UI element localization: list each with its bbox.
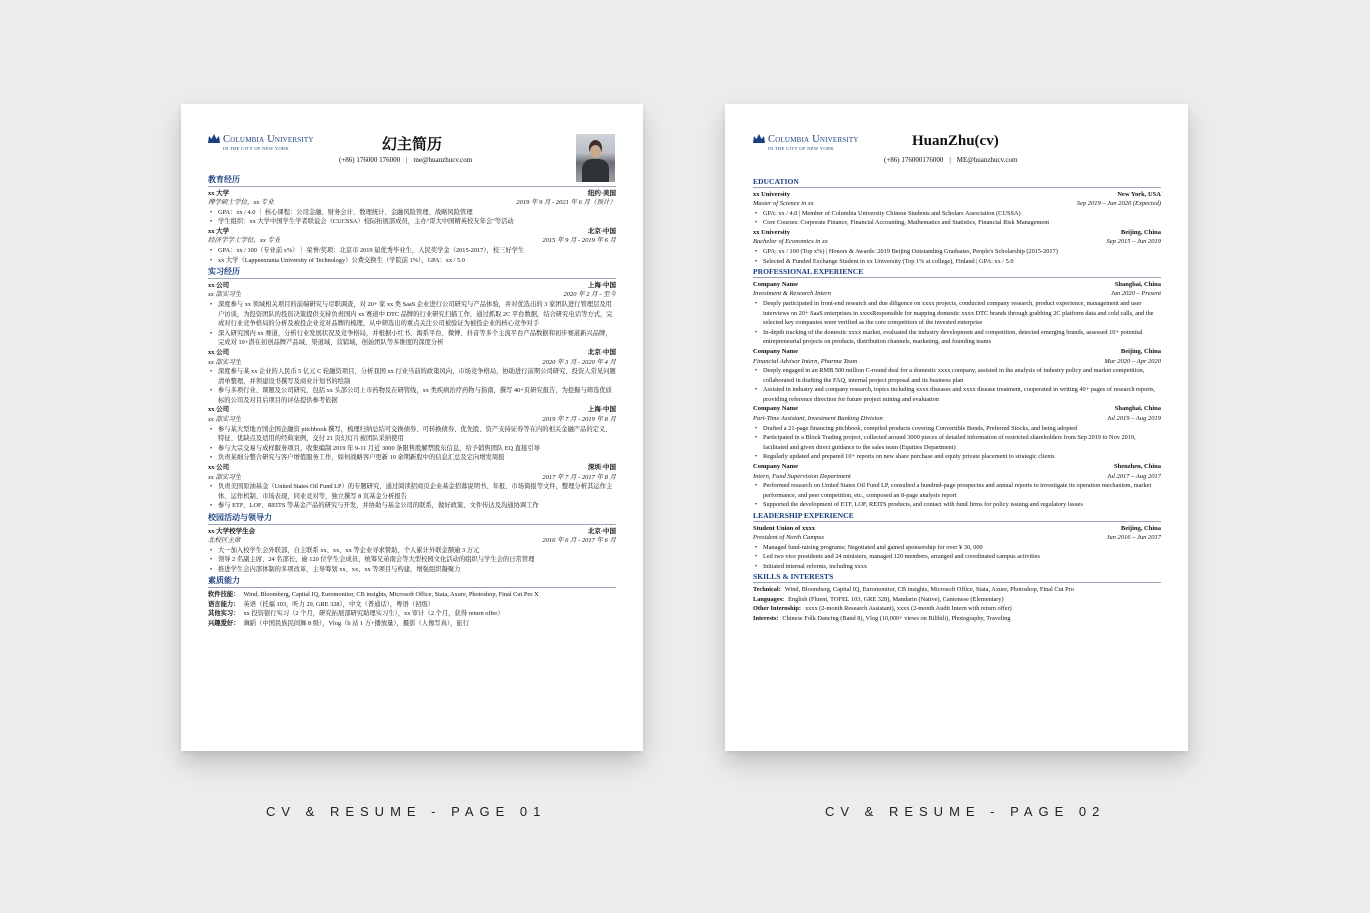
entry-role: Intern, Fund Supervision Department [753, 472, 851, 480]
entry-subheader-row [208, 236, 616, 246]
entry-role: Part-Time Assistant, Investment Banking Division [753, 415, 883, 423]
entry-role: xx 部实习生 [208, 473, 242, 481]
resume-page-2 [725, 104, 1188, 751]
entry-role: 北校区主席 [208, 537, 241, 545]
bullet-item: • 负责某细分整合研究与客户增值服务工作，如何战略客户更新 10 余期新股中的信息汇总及定向增发周报 [218, 453, 616, 463]
skill-row [208, 590, 616, 600]
skill-value: 舞蹈（中国民族民间舞 8 级），Vlog（b 站 1 万+播放量），摄影（人像写真），旅行 [243, 619, 469, 627]
entry-location: 深圳·中国 [587, 464, 616, 472]
entry-subheader-row [208, 290, 616, 300]
entry-header-row [753, 190, 1161, 200]
section-heading: LEADERSHIP EXPERIENCE [753, 511, 1161, 522]
entry-subheader-row [753, 472, 1161, 482]
section-heading: PROFESSIONAL EXPERIENCE [753, 267, 1161, 278]
entry-role: Master of Science in xx [753, 200, 814, 208]
bullet-item: • Participated in a Block Trading project, collected around 3000 pieces of detailed information of restricted shareholders from Sep 2019 to Nov 2019, facilitated and given direct guidance to the sales team (Equities Department) [763, 433, 1161, 452]
logo-name: Columbia University [768, 134, 859, 145]
entry-date: Sep 2019 – Jun 2020 (Expected) [1076, 200, 1161, 208]
section-heading: 实习经历 [208, 266, 616, 279]
bullet-item: • 参与某大型地方国企国企融资 pitchbook 撰写，梳理归纳总结可交换债券、可转换债券、优先股、资产支持证券等在内的相关金融产品的定义、特征、优缺点及适用的经典案例，交付 21 页幻灯片被团队采纳使用 [218, 425, 616, 444]
bullet-item: • Deeply engaged in an RMB 500 million C-round deal for a domestic xxxx company, assisted in the analysis of industry policy and market competition, collaborated in drafting the FAQ, internal project proposal and its business plan [763, 366, 1161, 385]
entry-date: 2019 年 7 月 - 2019 年 8 月 [542, 416, 616, 424]
bullet-item: • Drafted a 21-page financing pitchbook, compiled products covering Convertible Bonds, Preferred Stocks, and being adopted [763, 424, 1161, 434]
entry-location: 上海·中国 [587, 406, 616, 414]
entry-header-row [208, 348, 616, 358]
entry-bullet-list [208, 208, 616, 227]
skill-label: Interests: [753, 614, 779, 622]
entry-bullet-list [208, 546, 616, 575]
crown-icon [753, 134, 765, 144]
entry-bullet-list [753, 299, 1161, 347]
entry-organization: xx 大学 [208, 227, 230, 235]
section-heading: SKILLS & INTERESTS [753, 572, 1161, 583]
entry-location: Shenzhen, China [1114, 463, 1161, 471]
skill-label: Other Internship: [753, 605, 801, 613]
entry-header-row [208, 189, 616, 199]
entry-organization: xx 大学校学生会 [208, 527, 256, 535]
logo-subtitle: IN THE CITY OF NEW YORK [223, 146, 289, 151]
entry-location: Shanghai, China [1114, 405, 1161, 413]
entry-role: xx 部实习生 [208, 358, 242, 366]
entry-bullet-list [208, 425, 616, 463]
entry-bullet-list [753, 209, 1161, 228]
entry-role: 理学硕士学位，xx 专业 [208, 199, 274, 207]
entry-subheader-row [208, 536, 616, 546]
bullet-item: • In-depth tracking of the domestic xxxx market, evaluated the industry development and competition, detected emerging brands, assessed 10+ potential entrepreneurial projects on products, distribution channels, marketing, and founding teams [763, 328, 1161, 347]
skill-label: 兴趣爱好： [208, 619, 240, 627]
entry-organization: Company Name [753, 405, 798, 413]
bullet-item: • GPA：xx / 4.0 ｜ 核心课程：公司金融、财务会计、数理统计、金融风险管理、战略风险管理 [218, 208, 616, 218]
section-heading: 素质能力 [208, 575, 616, 588]
entry-date: 2016 年 6 月 - 2017 年 6 月 [542, 537, 616, 545]
skill-label: 软件技能： [208, 590, 240, 598]
entry-location: 北京·中国 [587, 527, 616, 535]
entry-date: Jan 2020 – Present [1110, 290, 1161, 298]
entry-bullet-list [753, 366, 1161, 404]
entry-date: Sep 2015 – Jun 2019 [1106, 238, 1161, 246]
skill-row [753, 614, 1161, 624]
entry-location: Beijing, China [1120, 524, 1161, 532]
entry-bullet-list [208, 482, 616, 511]
skill-row [208, 609, 616, 619]
entry-date: 2017 年 7 月 - 2017 年 8 月 [542, 473, 616, 481]
bullet-item: • xx 大学（Lappeenranta University of Technology）公费交换生（学院前 1%），GPA：xx / 5.0 [218, 256, 616, 266]
bullet-item: • GPA: xx / 4.0 | Member of Columbia University Chinese Students and Scholars Association (CUSSA) [763, 209, 1161, 219]
entry-subheader-row [753, 357, 1161, 367]
resume-title: 幻主简历 [382, 137, 443, 153]
entry-bullet-list [753, 543, 1161, 572]
entry-header-row [753, 280, 1161, 290]
bullet-item: • 参与 ETF、LOF、REITS 等基金产品的研究与开发，并协助与基金公司的联系，做好政策、文件传达及沟通协调工作 [218, 501, 616, 511]
separator: | [406, 156, 408, 164]
entry-subheader-row [208, 198, 616, 208]
phone: (+86) 176000176000 [884, 156, 944, 164]
bullet-item: • GPA：xx / 100（专业前 x%）｜ 荣誉/奖项：北京市 2019 届优秀毕业生，人民奖学金（2015-2017），校三好学生 [218, 246, 616, 256]
entry-date: Mar 2020 – Apr 2020 [1104, 357, 1161, 365]
resume-title: HuanZhu(cv) [912, 133, 999, 149]
bullet-item: • Deeply participated in front-end research and due diligence on xxxx projects, conducted company research, product experience, management and user interviews on 20+ SaaS enterprises in xxxxResponsible for mapping domestic xxxx DTC brands through grabbing 2C platform data and cold calls, and the selected key companies were verified as the core competitors of the invested enterprise [763, 299, 1161, 328]
bullet-item: • Performed research on United States Oil Fund LP, consulted a hundred-page prospectus and annual reports to investigate its operation mechanism, market performance, and peer competition, etc., composed an 8-page analysis report [763, 481, 1161, 500]
bullet-item: • GPA: xx / 100 (Top x%) | Honors & Awards: 2019 Beijing Outstanding Graduates, People's Scholarship (2015-2017) [763, 247, 1161, 257]
entry-header-row [753, 524, 1161, 534]
entry-organization: Company Name [753, 280, 798, 288]
separator: | [949, 156, 951, 164]
entry-role: President of North Campus [753, 534, 825, 542]
skill-label: 语言能力： [208, 600, 240, 608]
entry-location: 纽约·美国 [587, 189, 616, 197]
entry-role: Investment & Research Intern [753, 290, 831, 298]
entry-organization: xx 公司 [208, 464, 230, 472]
skill-value: Chinese Folk Dancing (Band 8), Vlog (10,000+ views on Bilibili), Photography, Traveling [782, 614, 1011, 622]
bullet-item: • Supported the development of ETF, LOF, REITS products, and contact with fund firms for policy issuing and regulatory issues [763, 500, 1161, 510]
skill-label: 其他实习： [208, 610, 240, 618]
entry-bullet-list [208, 246, 616, 265]
entry-date: Jul 2017 – Aug 2017 [1106, 472, 1161, 480]
entry-role: Financial Advisor Intern, Pharma Team [753, 357, 858, 365]
resume-content [208, 173, 616, 628]
entry-location: Beijing, China [1120, 228, 1161, 236]
logo-subtitle: IN THE CITY OF NEW YORK [768, 146, 834, 151]
entry-location: Shanghai, China [1114, 280, 1161, 288]
entry-header-row [753, 462, 1161, 472]
entry-organization: xx University [753, 190, 791, 198]
phone: (+86) 176000 176000 [339, 156, 401, 164]
entry-role: Bachelor of Economics in xx [753, 238, 828, 246]
entry-bullet-list [208, 367, 616, 405]
entry-header-row [208, 463, 616, 473]
bullet-item: • Assisted in industry and company research, topics including xxxx diseases and xxxx disease treatment, cooperated in writing 40+ pages of research reports, providing reference direction for future project mining and evaluation [763, 385, 1161, 404]
bullet-item: • Initiated internal reforms, including xxxx [763, 562, 1161, 572]
skill-value: English (Fluent, TOFEL 103, GRE 328), Mandarin (Native), Cantonese (Elementary) [788, 595, 1004, 603]
skill-label: Technical: [753, 585, 781, 593]
entry-role: 经济学学士学位，xx 专业 [208, 237, 281, 245]
entry-date: 2020 年 2 月 - 至今 [563, 291, 616, 299]
bullet-item: • Selected & Funded Exchange Student in xx University (Top 1% at college), Finland | GPA: xx / 5.0 [763, 257, 1161, 267]
entry-bullet-list [753, 247, 1161, 266]
entry-subheader-row [753, 199, 1161, 209]
entry-location: New York, USA [1117, 190, 1161, 198]
entry-subheader-row [753, 533, 1161, 543]
entry-date: Jun 2016 – Jun 2017 [1106, 534, 1161, 542]
bullet-item: • 深度参与 xx 领域相关项目的前端研究与尽职调查，对 20+ 家 xx 类 SaaS 企业进行公司研究与产品体验，并对优选出的 3 家团队进行管理层及用户访谈，为投资团队的投资决策提供支持负责国内 xx 赛道中 DTC 品牌的行业研究扫描工作，通过抓取 2C 平台数据，结合研究电话等方式，完成对行业竞争格局的分析及被投企业竞对品牌的梳理，从中筛选出的重点关注公司被验证为被投企业的核心竞争对手 [218, 300, 616, 329]
skill-value: Wind, Bloomberg, Capital IQ, Euromonitor, CB insights, Microsoft Office, Stata, Axure, Photoshop, Final Cut Pro [784, 585, 1074, 593]
entry-subheader-row [208, 358, 616, 368]
skill-label: Languages: [753, 595, 785, 603]
entry-date: 2015 年 9 月 - 2019 年 6 月 [542, 237, 616, 245]
entry-subheader-row [208, 473, 616, 483]
skill-row [753, 595, 1161, 605]
entry-location: 北京·中国 [587, 227, 616, 235]
entry-organization: Student Union of xxxx [753, 524, 815, 532]
entry-organization: xx 公司 [208, 348, 230, 356]
bullet-item: • Led two vice presidents and 24 ministers, managed 120 members, arranged and coordinated campus activities [763, 552, 1161, 562]
entry-header-row [208, 405, 616, 415]
skill-row [753, 604, 1161, 614]
entry-date: 2020 年 3 月 - 2020 年 4 月 [542, 358, 616, 366]
entry-date: Jul 2019 – Aug 2019 [1106, 415, 1161, 423]
entry-header-row [208, 527, 616, 537]
bullet-item: • 参与多项行业、课题及公司研究，包括 xx 头部公司上市药物及在研管线，xx 类疾病治疗药物与指南，撰写 40+页研究报告，为挖掘与筛选优质标的公司及对目后项目的评估提供参考依据 [218, 386, 616, 405]
entry-subheader-row [208, 415, 616, 425]
entry-header-row [208, 281, 616, 291]
bullet-item: • 负责美国原油基金（United States Oil Fund LP）的专题研究，通过阅读招商页企业基金招募说明书、年报、市场简报等文件，整理分析其运作主体、运作机制、市场表现，同业竞对等，独立撰写 8 页基金分析报告 [218, 482, 616, 501]
entry-organization: Company Name [753, 463, 798, 471]
entry-organization: xx 公司 [208, 281, 230, 289]
bullet-item: • 学生组织：xx 大学中国学生学者联谊会（CUCSSA）校际拓展部成员，主办"哥大中国精英校友年会"等活动 [218, 217, 616, 227]
bullet-item: • Managed fund-raising programs; Negotiated and gained sponsorship for over ¥ 30, 000 [763, 543, 1161, 553]
entry-header-row [753, 404, 1161, 414]
entry-bullet-list [753, 424, 1161, 462]
entry-organization: xx University [753, 228, 791, 236]
bullet-item: • 领导 2 名副主席、24 名部长，逾 120 位学生会成员，统筹兄弟南会等大型校园文化活动的组织与学生会的日常管理 [218, 555, 616, 565]
skill-value: xxxx (2-month Research Assistant), xxxx (2-month Audit Intern with return offer) [805, 605, 1012, 613]
entry-subheader-row [753, 414, 1161, 424]
section-heading: 校园活动与领导力 [208, 512, 616, 525]
bullet-item: • 深度参与某 xx 企业的人民币 5 亿元 C 轮融资项目，分析我国 xx 行业当前的政策风向、市场竞争格局，协助进行前期公司研究、投资人常见问题清单整理，并领建设书撰写及商业计划书的绘制 [218, 367, 616, 386]
skill-row [753, 585, 1161, 595]
section-heading: EDUCATION [753, 177, 1161, 188]
entry-header-row [753, 228, 1161, 238]
entry-date: 2019 年 9 月 - 2021 年 6 月（预计） [516, 199, 616, 207]
resume-page-1 [181, 104, 643, 751]
skill-row [208, 600, 616, 610]
entry-role: xx 部实习生 [208, 416, 242, 424]
entry-location: 上海·中国 [587, 281, 616, 289]
crown-icon [208, 134, 220, 144]
bullet-item: • 参与大宗交易与成样服务项目，收集编制 2019 年 9-11 月近 3000 条限售股解禁股东信息，给予销售团队 EQ 直接引导 [218, 444, 616, 454]
page-2-caption: CV & RESUME - PAGE 02 [825, 804, 1106, 819]
entry-location: Beijing, China [1120, 347, 1161, 355]
skill-value: 英语（托福 103，听力 29, GRE 328），中文（普通话），粤语（初级） [243, 600, 434, 608]
email: ME@huanzhucv.com [956, 156, 1018, 164]
bullet-item: • Core Courses: Corporate Finance, Financial Accounting, Mathematics and Statistics, Financial Risk Management [763, 218, 1161, 228]
section-heading: 教育经历 [208, 174, 616, 187]
bullet-item: • 大一加入校学生会外联部，自主联系 xx、xx、xx 等企业寻求赞助，个人累计外联金额逾 3 万元 [218, 546, 616, 556]
entry-organization: Company Name [753, 347, 798, 355]
entry-header-row [753, 347, 1161, 357]
entry-role: xx 部实习生 [208, 291, 242, 299]
bullet-item: • Regularly updated and prepared 10+ reports on new share purchase and equity private placement to strategic clients [763, 452, 1161, 462]
bullet-item: • 深入研究国内 xx 赛道，分析行业发展状况及竞争格局，并根据小红书、淘系平台、微博、抖音等多个主流平台产品数据和初步赛道新兴品牌，完成对 10+潜在初创品牌产品域、渠道域、营销域，创始团队等多维度的深度分析 [218, 329, 616, 348]
skill-row [208, 619, 616, 629]
contact-line [339, 156, 472, 164]
email: me@huanzhucv.com [413, 156, 473, 164]
bullet-item: • 推进学生会内部体制的多项改革，主导筹划 xx、xx、xx 等项目与构建，增强组织凝聚力 [218, 565, 616, 575]
entry-location: 北京·中国 [587, 348, 616, 356]
entry-bullet-list [753, 481, 1161, 510]
page-1-caption: CV & RESUME - PAGE 01 [266, 804, 547, 819]
skill-value: Wind, Bloomberg, Capital IQ, Euromonitor, CB insights, Microsoft Office, Stata, Axure, Photoshop, Final Cut Pro X [243, 590, 539, 598]
logo-name: Columbia University [223, 134, 314, 145]
contact-line [884, 156, 1017, 164]
entry-subheader-row [753, 289, 1161, 299]
entry-organization: xx 大学 [208, 189, 230, 197]
skill-value: xx 投资银行实习（2 个月，研究拓展部研究助理实习生），xx 审计（2 个月，获得 return offer） [243, 610, 504, 618]
entry-bullet-list [208, 300, 616, 348]
entry-organization: xx 公司 [208, 406, 230, 414]
resume-content [753, 176, 1161, 623]
entry-subheader-row [753, 237, 1161, 247]
entry-header-row [208, 227, 616, 237]
